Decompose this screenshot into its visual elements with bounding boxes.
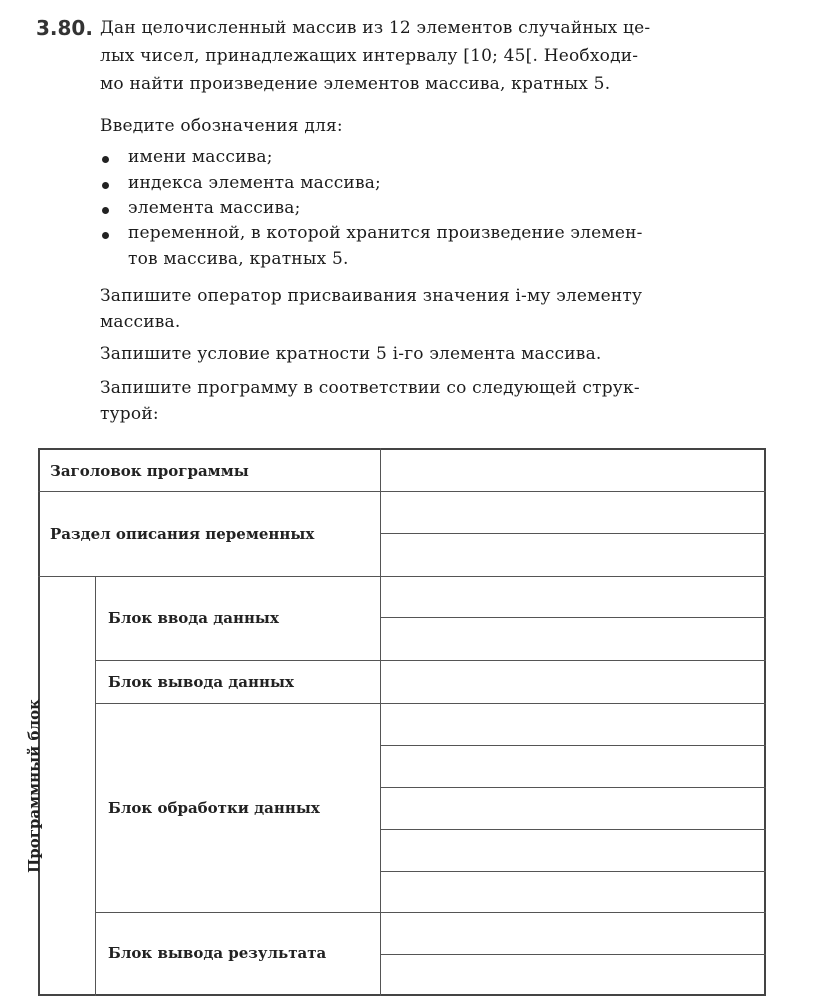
bullet-array-index: индекса элемента массива; [128,173,381,193]
assignment-task-line-2: массива. [100,312,181,332]
program-block-divider [95,576,96,996]
row-separator [95,703,766,704]
row-label-output: Блок вывода данных [108,673,294,691]
bullet-product-var-line-2: тов массива, кратных 5. [128,249,349,269]
row-label-processing: Блок обработки данных [108,799,320,817]
bullet-product-var-line-1: переменной, в которой хранится произведение элемен- [128,223,643,243]
row-label-input: Блок ввода данных [108,609,279,627]
row-separator [95,660,766,661]
bullet-icon [102,232,109,239]
row-separator [95,912,766,913]
answer-line[interactable] [380,533,766,534]
condition-task: Запишите условие кратности 5 i-го элемента массива. [100,344,602,364]
row-label-program-block: Программный блок [25,699,43,873]
program-task-line-2: турой: [100,404,159,424]
bullet-array-name: имени массива; [128,147,273,167]
row-separator [38,491,766,492]
bullet-icon [102,207,109,214]
statement-line-2: лых чисел, принадлежащих интервалу [10; 45[. Необходи- [100,46,639,66]
row-label-variables: Раздел описания переменных [50,525,315,543]
row-label-header: Заголовок программы [50,462,249,480]
answer-line[interactable] [380,871,766,872]
answer-line[interactable] [380,745,766,746]
instruction-text: Введите обозначения для: [100,116,343,136]
answer-line[interactable] [380,617,766,618]
statement-line-1: Дан целочисленный массив из 12 элементов случайных це- [100,18,651,38]
table-column-divider [380,448,381,996]
task-number: 3.80. [36,16,93,40]
bullet-icon [102,156,109,163]
answer-line[interactable] [380,954,766,955]
statement-line-3: мо найти произведение элементов массива, кратных 5. [100,74,611,94]
row-separator [38,576,766,577]
bullet-array-element: элемента массива; [128,198,301,218]
row-label-result: Блок вывода результата [108,944,327,962]
answer-line[interactable] [380,829,766,830]
assignment-task-line-1: Запишите оператор присваивания значения i-му элементу [100,286,643,306]
answer-line[interactable] [380,787,766,788]
bullet-icon [102,182,109,189]
program-task-line-1: Запишите программу в соответствии со следующей струк- [100,378,640,398]
